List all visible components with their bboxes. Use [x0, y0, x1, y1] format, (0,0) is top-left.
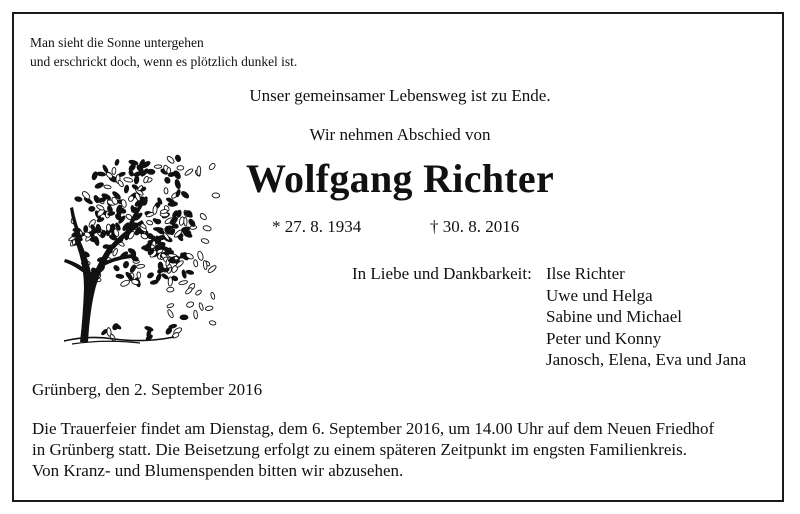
funeral-line-1: Die Trauerfeier findet am Dienstag, dem 6. September 2016, um 14.00 Uhr auf dem Neuen Friedhof	[32, 419, 715, 438]
place-date: Grünberg, den 2. September 2016	[32, 380, 263, 399]
family-member: Peter und Konny	[546, 328, 662, 348]
family-member: Uwe und Helga	[546, 285, 653, 305]
death-date: † 30. 8. 2016	[430, 217, 520, 236]
funeral-line-3: Von Kranz- und Blumenspenden bitten wir abzusehen.	[32, 461, 404, 480]
motto-quote	[30, 33, 297, 71]
motto-line-1: Man sieht die Sonne untergehen	[30, 35, 204, 50]
family-member: Janosch, Elena, Eva und Jana	[546, 350, 747, 369]
tree-icon	[44, 138, 220, 350]
motto-line-2: und erschrickt doch, wenn es plötzlich dunkel ist.	[30, 54, 298, 69]
deceased-name: Wolfgang Richter	[245, 156, 555, 201]
family-member: Ilse Richter	[546, 264, 625, 283]
family-names	[546, 263, 746, 371]
intro-text: Unser gemeinsamer Lebensweg ist zu Ende.	[249, 86, 551, 105]
funeral-info	[32, 418, 714, 481]
birth-date: * 27. 8. 1934	[272, 217, 362, 236]
family-member: Sabine und Michael	[546, 307, 682, 326]
family-label: In Liebe und Dankbarkeit:	[352, 264, 532, 283]
funeral-line-2: in Grünberg statt. Die Beisetzung erfolgt zu einem späteren Zeitpunkt im engsten Familienkreis.	[32, 440, 687, 459]
farewell-text: Wir nehmen Abschied von	[309, 125, 491, 144]
